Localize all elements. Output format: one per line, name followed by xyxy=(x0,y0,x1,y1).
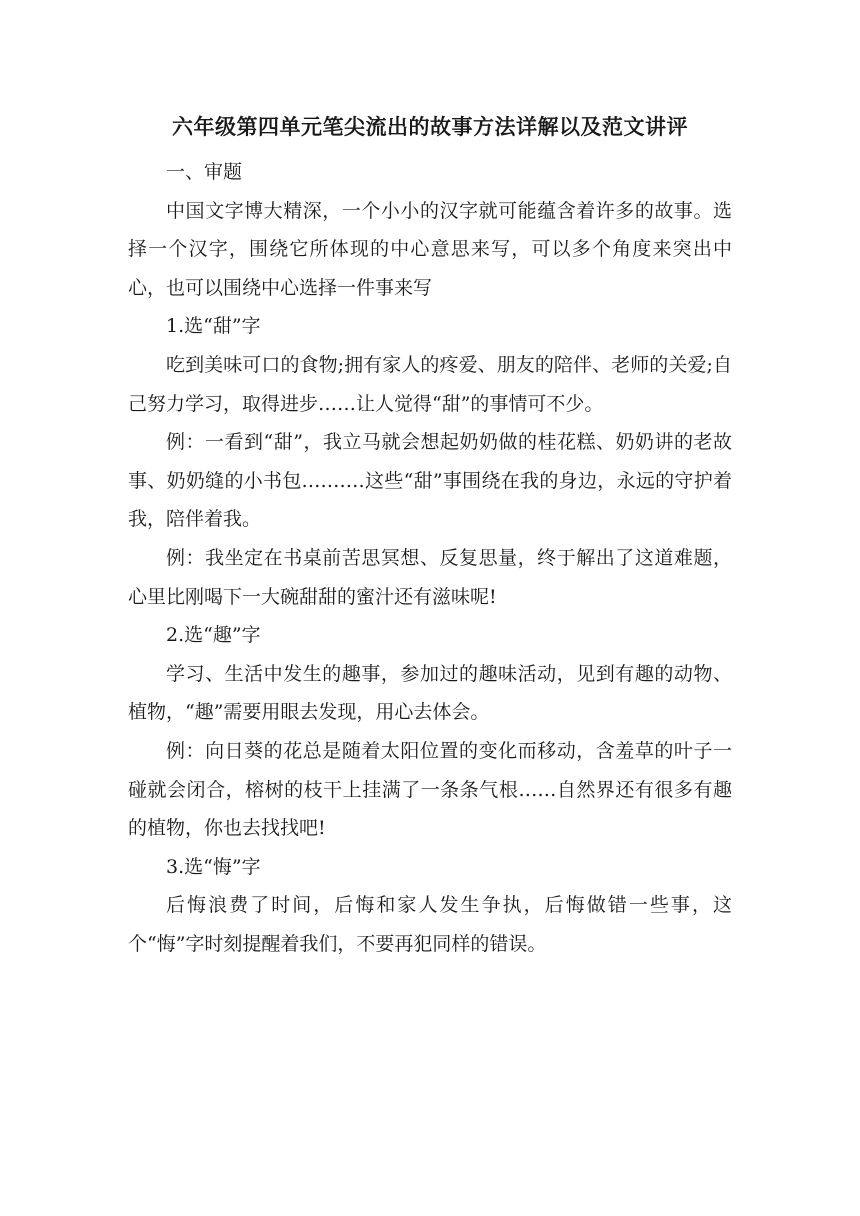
paragraph-tian-example-1: 例：一看到“甜”，我立马就会想起奶奶做的桂花糕、奶奶讲的老故事、奶奶缝的小书包.………这些“甜”事围绕在我的身边，永远的守护着我，陪伴着我。 xyxy=(128,431,732,531)
paragraph-tian-example-2: 例：我坐定在书桌前苦思冥想、反复思量，终于解出了这道难题，心里比刚喝下一大碗甜甜的蜜汁还有滋味呢! xyxy=(128,546,732,608)
document-body xyxy=(128,153,732,963)
subheading-qu: 2.选“趣”字 xyxy=(166,624,261,647)
subheading-tian: 1.选“甜”字 xyxy=(166,315,261,338)
paragraph-qu-example: 例：向日葵的花总是随着太阳位置的变化而移动，含羞草的叶子一碰就会闭合，榕树的枝干上挂满了一条条气根……自然界还有很多有趣的植物，你也去找找吧! xyxy=(128,739,732,840)
paragraph-intro: 中国文字博大精深，一个小小的汉字就可能蕴含着许多的故事。选择一个汉字，围绕它所体现的中心意思来写，可以多个角度来突出中心，也可以围绕中心选择一件事来写 xyxy=(128,199,732,299)
document-title: 六年级第四单元笔尖流出的故事方法详解以及范文讲评 xyxy=(172,115,688,139)
section-heading-review: 一、审题 xyxy=(166,161,243,183)
paragraph-tian-explain: 吃到美味可口的食物;拥有家人的疼爱、朋友的陪伴、老师的关爱;自己努力学习，取得进步……让人觉得“甜”的事情可不少。 xyxy=(128,353,732,415)
subheading-hui: 3.选“悔”字 xyxy=(166,855,261,878)
paragraph-qu-explain: 学习、生活中发生的趣事，参加过的趣味活动，见到有趣的动物、植物，“趣”需要用眼去发现，用心去体会。 xyxy=(128,662,732,724)
paragraph-hui-explain: 后悔浪费了时间，后悔和家人发生争执，后悔做错一些事，这个“悔”字时刻提醒着我们，不要再犯同样的错误。 xyxy=(128,894,732,955)
